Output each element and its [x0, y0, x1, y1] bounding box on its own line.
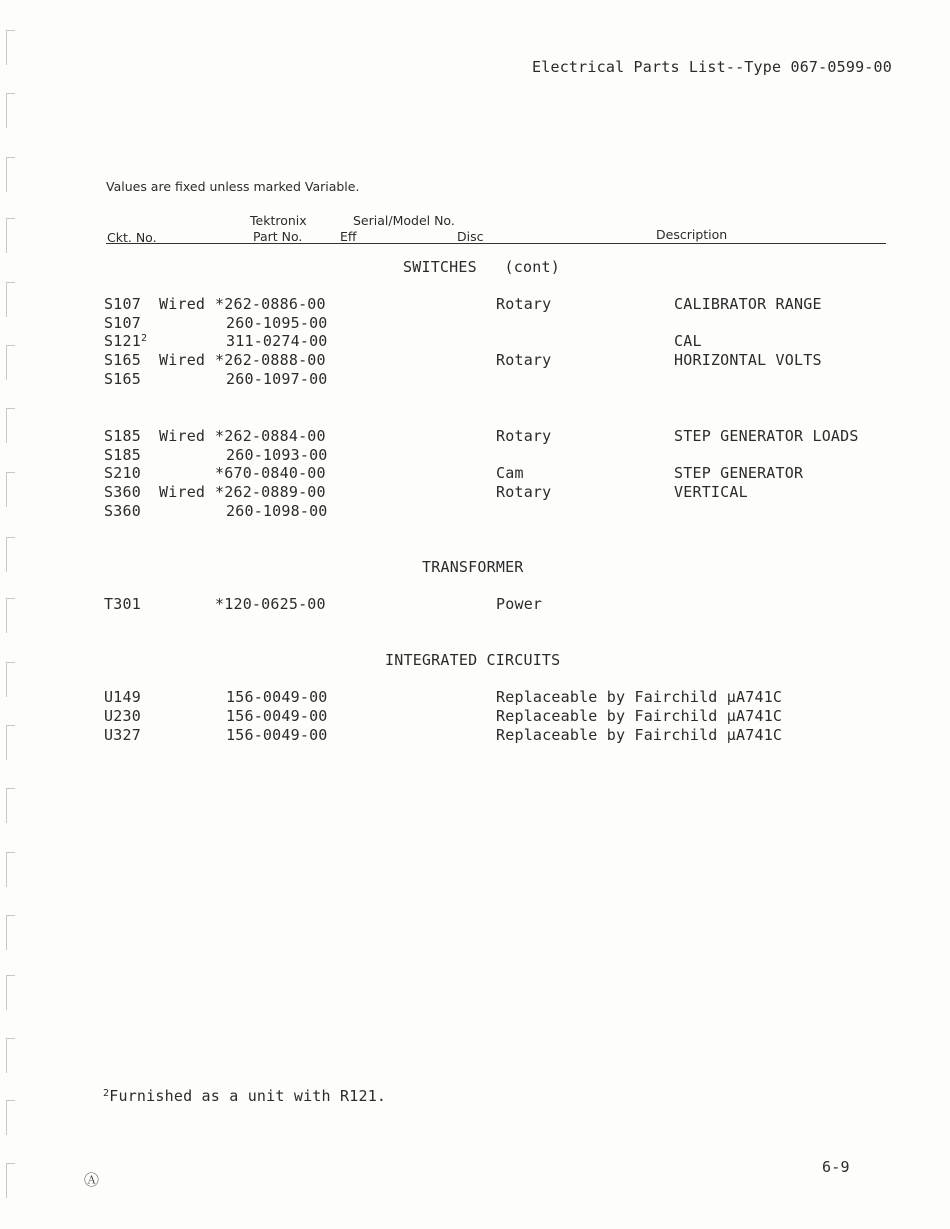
binder-mark: [6, 472, 15, 507]
row-ckt-no: [104, 464, 141, 483]
row-wired: [159, 483, 205, 502]
col-tektronix: Tektronix: [250, 213, 307, 228]
col-serial-model: Serial/Model No.: [353, 213, 455, 228]
row-wired: [159, 427, 205, 446]
row-type: [496, 483, 551, 502]
binder-mark: [6, 1038, 15, 1073]
header-rule: [106, 243, 886, 244]
row-ckt-no-text: S107: [104, 314, 141, 332]
row-part-no: [226, 707, 328, 726]
row-type: [496, 351, 551, 370]
row-ckt-no-text: S210: [104, 464, 141, 482]
binder-mark: [6, 282, 15, 317]
row-type-text: Replaceable by Fairchild µA741C: [496, 726, 783, 744]
binder-mark: [6, 725, 15, 760]
footnote-ref: 2: [140, 333, 148, 344]
row-type: [496, 295, 551, 314]
binder-mark: [6, 852, 15, 887]
row-ckt-no: [104, 502, 141, 521]
row-description: [674, 332, 702, 351]
row-ckt-no: [104, 295, 141, 314]
row-ckt-no-text: S185: [104, 446, 141, 464]
binder-mark: [6, 1163, 15, 1198]
row-part-no: [226, 314, 328, 333]
row-ckt-no-text: T301: [104, 595, 141, 613]
row-part-no: [215, 351, 326, 370]
col-disc: Disc: [457, 229, 484, 244]
row-ckt-no-text: S121: [104, 332, 141, 350]
row-wired-text: Wired: [159, 351, 206, 369]
row-part-no: [215, 464, 326, 483]
binder-mark: [6, 30, 15, 65]
row-wired-text: Wired: [159, 427, 206, 445]
row-ckt-no: [104, 595, 141, 614]
row-description: [674, 295, 822, 314]
row-description-text: VERTICAL: [674, 483, 748, 501]
binder-mark: [6, 157, 15, 192]
row-type: [496, 726, 782, 745]
row-part-no-text: *670-0840-00: [215, 464, 326, 482]
row-part-no-text: 156-0049-00: [226, 707, 328, 725]
row-part-no: [226, 502, 328, 521]
footnote-marker: 2: [103, 1088, 110, 1099]
binder-mark: [6, 93, 15, 128]
binder-mark: [6, 218, 15, 253]
row-wired: [159, 351, 205, 370]
row-part-no: [226, 332, 328, 351]
row-ckt-no: [104, 726, 141, 745]
row-part-no-text: 260-1095-00: [226, 314, 328, 332]
row-type-text: Replaceable by Fairchild µA741C: [496, 688, 783, 706]
row-description-text: CAL: [674, 332, 702, 350]
values-note: Values are fixed unless marked Variable.: [106, 179, 360, 194]
row-part-no: [215, 595, 326, 614]
row-part-no-text: *262-0884-00: [215, 427, 326, 445]
row-ckt-no: [104, 707, 141, 726]
row-part-no-text: 260-1097-00: [226, 370, 328, 388]
row-description-text: CALIBRATOR RANGE: [674, 295, 822, 313]
page-header-title: Electrical Parts List--Type 067-0599-00: [532, 58, 892, 76]
row-type-text: Power: [496, 595, 543, 613]
row-part-no: [215, 427, 326, 446]
section-switches: SWITCHES (cont): [403, 258, 560, 276]
binder-mark: [6, 598, 15, 633]
row-wired-text: Wired: [159, 295, 206, 313]
binder-mark: [6, 408, 15, 443]
row-type-text: Rotary: [496, 483, 552, 501]
row-part-no-text: *120-0625-00: [215, 595, 326, 613]
row-part-no-text: 311-0274-00: [226, 332, 328, 350]
footnote-text: Furnished as a unit with R121.: [109, 1087, 387, 1105]
row-ckt-no: [104, 446, 141, 465]
row-type-text: Cam: [496, 464, 524, 482]
row-type: [496, 427, 551, 446]
row-type: [496, 595, 542, 614]
footnote: [103, 1087, 386, 1106]
row-description-text: HORIZONTAL VOLTS: [674, 351, 822, 369]
row-part-no-text: *262-0886-00: [215, 295, 326, 313]
row-ckt-no: [104, 688, 141, 707]
row-ckt-no: [104, 351, 141, 370]
col-part-no: Part No.: [253, 229, 303, 244]
row-type: [496, 707, 782, 726]
row-part-no: [226, 446, 328, 465]
row-ckt-no: [104, 332, 147, 351]
row-part-no: [226, 726, 328, 745]
row-ckt-no-text: U230: [104, 707, 141, 725]
row-ckt-no: [104, 427, 141, 446]
row-part-no-text: 156-0049-00: [226, 688, 328, 706]
row-type: [496, 688, 782, 707]
row-description-text: STEP GENERATOR LOADS: [674, 427, 859, 445]
binder-mark: [6, 345, 15, 380]
binder-mark: [6, 915, 15, 950]
binder-mark: [6, 975, 15, 1010]
row-type-text: Rotary: [496, 295, 552, 313]
binder-mark: [6, 1100, 15, 1135]
section-integrated-circuits: INTEGRATED CIRCUITS: [385, 651, 561, 669]
row-wired-text: Wired: [159, 483, 206, 501]
row-part-no-text: 156-0049-00: [226, 726, 328, 744]
row-type-text: Rotary: [496, 427, 552, 445]
col-ckt-no: Ckt. No.: [107, 230, 157, 245]
row-ckt-no-text: U327: [104, 726, 141, 744]
tektronix-logo: Ⓐ: [84, 1171, 100, 1189]
row-description: [674, 427, 859, 446]
col-eff: Eff: [340, 229, 357, 244]
row-part-no-text: 260-1093-00: [226, 446, 328, 464]
row-ckt-no-text: U149: [104, 688, 141, 706]
page-number: 6-9: [822, 1158, 850, 1176]
row-description: [674, 464, 803, 483]
row-part-no-text: *262-0888-00: [215, 351, 326, 369]
row-description-text: STEP GENERATOR: [674, 464, 804, 482]
row-part-no: [215, 483, 326, 502]
row-wired: [159, 295, 205, 314]
binder-mark: [6, 662, 15, 697]
row-ckt-no-text: S360: [104, 502, 141, 520]
row-ckt-no-text: S165: [104, 351, 141, 369]
row-ckt-no: [104, 314, 141, 333]
row-part-no: [226, 688, 328, 707]
row-description: [674, 351, 822, 370]
row-ckt-no-text: S107: [104, 295, 141, 313]
col-description: Description: [656, 227, 728, 242]
row-ckt-no: [104, 370, 141, 389]
binder-mark: [6, 537, 15, 572]
row-type-text: Replaceable by Fairchild µA741C: [496, 707, 783, 725]
row-description: [674, 483, 748, 502]
row-ckt-no: [104, 483, 141, 502]
row-ckt-no-text: S360: [104, 483, 141, 501]
row-type-text: Rotary: [496, 351, 552, 369]
row-type: [496, 464, 524, 483]
binder-mark: [6, 788, 15, 823]
row-part-no-text: *262-0889-00: [215, 483, 326, 501]
row-part-no: [215, 295, 326, 314]
section-transformer: TRANSFORMER: [422, 558, 524, 576]
row-part-no: [226, 370, 328, 389]
row-part-no-text: 260-1098-00: [226, 502, 328, 520]
row-ckt-no-text: S165: [104, 370, 141, 388]
row-ckt-no-text: S185: [104, 427, 141, 445]
